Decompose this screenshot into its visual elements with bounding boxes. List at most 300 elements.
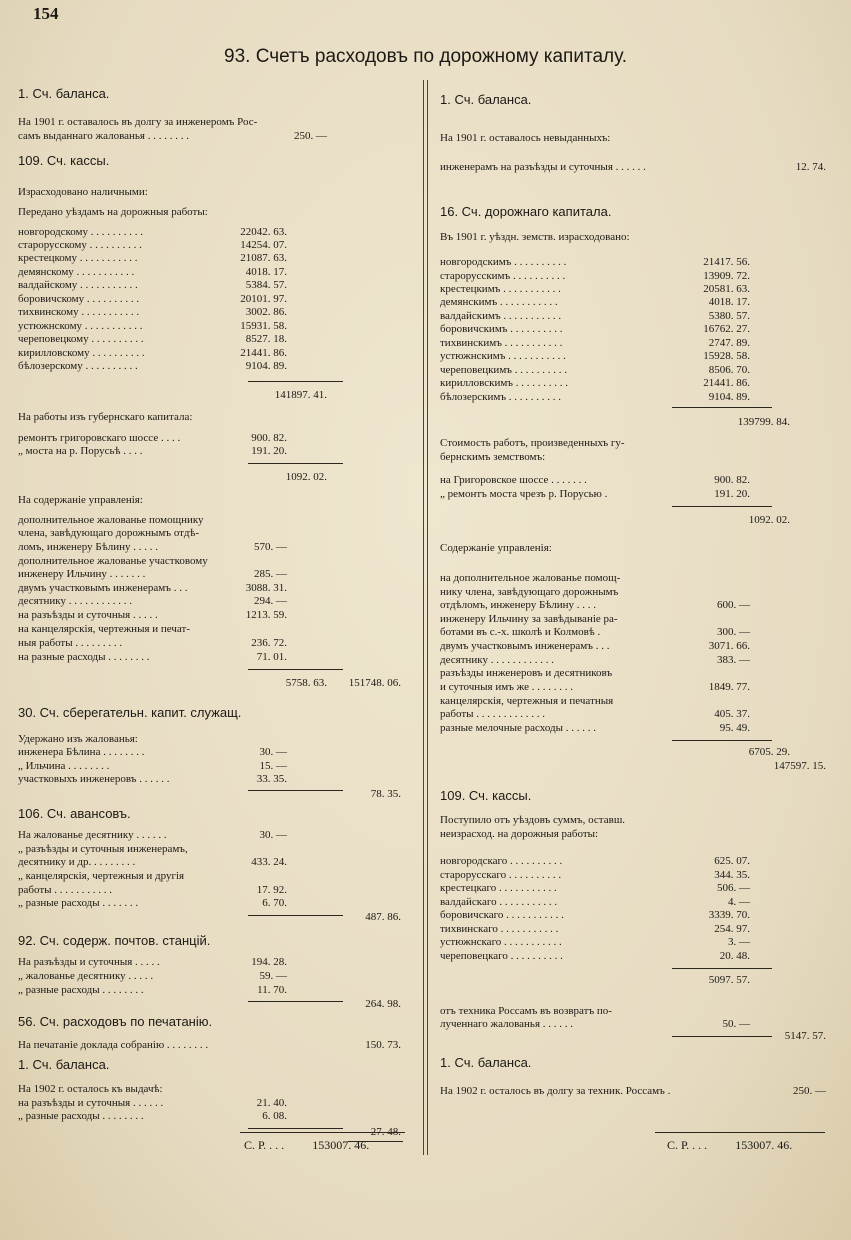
ledger-line	[18, 471, 405, 484]
amount-a1: 236. 72.	[251, 637, 287, 649]
ledger-line	[440, 760, 830, 773]
amount-a1: 433. 24.	[251, 856, 287, 868]
amount-a1: 3339. 70.	[708, 909, 750, 921]
ledger-line	[440, 572, 830, 585]
amount-a1: 625. 07.	[714, 855, 750, 867]
footer-right-amount: 153007. 46.	[735, 1138, 793, 1152]
line-text: На жалованье десятнику . . . . . .	[18, 829, 167, 841]
line-text: валдайскому . . . . . . . . . . .	[18, 279, 138, 291]
sum-rule	[248, 669, 343, 670]
line-text: инженеру Ильчину за завѣдываніе ра-	[440, 613, 618, 625]
ledger-line	[18, 252, 405, 265]
section-heading: 56. Сч. расходовъ по печатанію.	[18, 1014, 213, 1029]
amount-a1: 15. —	[259, 760, 287, 772]
footer-right-rule	[655, 1132, 825, 1133]
amount-a1: 33. 35.	[256, 773, 287, 785]
ledger-line	[18, 829, 405, 842]
ledger-line	[18, 746, 405, 759]
page-number: 154	[33, 4, 59, 23]
line-text: устюжнскимъ . . . . . . . . . . .	[440, 350, 566, 362]
amount-a2: 6705. 29.	[748, 746, 790, 758]
line-text: Поступило отъ уѣздовъ суммъ, оставш.	[440, 814, 626, 826]
amount-a1: 21. 40.	[256, 1097, 287, 1109]
line-text: На содержаніе управленія:	[18, 494, 143, 506]
line-text: кирилловскимъ . . . . . . . . . .	[440, 377, 568, 389]
line-text: двумъ участковымъ инженерамъ . . .	[18, 582, 188, 594]
line-text: на разные расходы . . . . . . . .	[18, 651, 150, 663]
line-text: валдайскаго . . . . . . . . . . .	[440, 896, 558, 908]
amount-a1: 570. —	[254, 541, 287, 553]
ledger-line	[440, 626, 830, 639]
ledger-line	[440, 586, 830, 599]
ledger-line	[440, 667, 830, 680]
ledger-line	[440, 814, 830, 827]
line-text: Въ 1901 г. уѣздн. земств. израсходовано:	[440, 231, 630, 243]
section-heading: 1. Сч. баланса.	[440, 92, 532, 107]
ledger-line	[440, 488, 830, 501]
amount-a3: 12. 74.	[795, 161, 826, 173]
line-text: На печатаніе доклада собранію . . . . . . . .	[18, 1039, 209, 1051]
ledger-line	[18, 856, 405, 869]
ledger-line	[18, 293, 405, 306]
ledger-line	[440, 256, 830, 269]
ledger-line	[18, 445, 405, 458]
ledger-line	[18, 1039, 405, 1052]
line-text: На 1902 г. осталось въ долгу за техник. Россамъ .	[440, 1085, 671, 1097]
ledger-line	[18, 116, 405, 129]
ledger-line	[440, 310, 830, 323]
ledger-line	[18, 411, 405, 424]
amount-a1: 405. 37.	[714, 708, 750, 720]
ledger-line	[18, 527, 405, 540]
section-heading: 109. Сч. кассы.	[440, 788, 532, 803]
line-text: демянскому . . . . . . . . . . .	[18, 266, 135, 278]
ledger-line	[440, 542, 830, 555]
ledger-line	[18, 1097, 405, 1110]
line-text: валдайскимъ . . . . . . . . . . .	[440, 310, 562, 322]
ledger-line	[18, 773, 405, 786]
line-text: самъ выданнаго жалованья . . . . . . . .	[18, 130, 189, 142]
ledger-line	[440, 1085, 830, 1098]
ledger-line	[440, 909, 830, 922]
line-text: канцелярскія, чертежныя и печатныя	[440, 695, 614, 707]
line-text: боровичскимъ . . . . . . . . . .	[440, 323, 563, 335]
ledger-line	[440, 722, 830, 735]
amount-a1: 15928. 58.	[703, 350, 750, 362]
line-text: работы . . . . . . . . . . .	[18, 884, 113, 896]
line-text: и суточныя имъ же . . . . . . . .	[440, 681, 573, 693]
footer-left-label: С. Р. . . .	[244, 1138, 285, 1152]
sum-rule	[672, 506, 772, 507]
ledger-line	[18, 733, 405, 746]
line-text: череповецкимъ . . . . . . . . . .	[440, 364, 567, 376]
amount-a1: 1213. 59.	[245, 609, 287, 621]
ledger-line	[440, 896, 830, 909]
amount-a3: 147597. 15.	[773, 760, 826, 772]
line-text: дополнительное жалованье участковому	[18, 555, 208, 567]
ledger-line	[440, 323, 830, 336]
line-text: „ моста на р. Порусьѣ . . . .	[18, 445, 143, 457]
line-text: ломъ, инженеру Бѣлину . . . . .	[18, 541, 158, 553]
line-text: десятнику . . . . . . . . . . . .	[440, 654, 554, 666]
amount-a1: 21441. 86.	[240, 347, 287, 359]
line-text: члена, завѣдующаго дорожнымъ отдѣ-	[18, 527, 200, 539]
line-text: на дополнительное жалованье помощ-	[440, 572, 621, 584]
amount-a3: 27. 48.	[370, 1126, 401, 1138]
section-heading: 16. Сч. дорожнаго капитала.	[440, 204, 612, 219]
ledger-line	[18, 432, 405, 445]
line-text: неизрасход. на дорожныя работы:	[440, 828, 599, 840]
amount-a1: 1849. 77.	[708, 681, 750, 693]
amount-a2: 250. —	[294, 130, 327, 142]
line-text: новгородскимъ . . . . . . . . . .	[440, 256, 567, 268]
footer-right-label: С. Р. . . .	[667, 1138, 708, 1152]
sum-rule	[248, 463, 343, 464]
ledger-line	[18, 609, 405, 622]
amount-a1: 9104. 89.	[245, 360, 287, 372]
ledger-line	[18, 788, 405, 801]
column-divider	[423, 80, 428, 1155]
amount-a1: 9104. 89.	[708, 391, 750, 403]
ledger-line	[18, 239, 405, 252]
amount-a1: 900. 82.	[714, 474, 750, 486]
amount-a1: 3002. 86.	[245, 306, 287, 318]
line-text: отдѣломъ, инженеру Бѣлину . . . .	[440, 599, 597, 611]
ledger-line	[18, 651, 405, 664]
amount-a1: 21441. 86.	[703, 377, 750, 389]
page-title: 93. Счетъ расходовъ по дорожному капиталу.	[224, 46, 627, 67]
amount-a1: 3088. 31.	[245, 582, 287, 594]
amount-a3: 150. 73.	[365, 1039, 401, 1051]
line-text: нику члена, завѣдующаго дорожнымъ	[440, 586, 619, 598]
ledger-line	[18, 130, 405, 143]
line-text: „ разные расходы . . . . . . . .	[18, 984, 144, 996]
line-text: на канцелярскія, чертежныя и печат-	[18, 623, 191, 635]
amount-a1: 20581. 63.	[703, 283, 750, 295]
line-text: „ разные расходы . . . . . . . .	[18, 1110, 144, 1122]
section-heading: 92. Сч. содерж. почтов. станцій.	[18, 933, 211, 948]
section-heading: 30. Сч. сберегательн. капит. служащ.	[18, 705, 242, 720]
ledger-line	[18, 998, 405, 1011]
line-text: „ жалованье десятнику . . . . .	[18, 970, 154, 982]
ledger-line	[18, 1110, 405, 1123]
amount-a1: 13909. 72.	[703, 270, 750, 282]
ledger-line	[440, 377, 830, 390]
line-text: Содержаніе управленія:	[440, 542, 552, 554]
ledger-line	[18, 637, 405, 650]
amount-a1: 59. —	[259, 970, 287, 982]
ledger-line	[18, 333, 405, 346]
line-text: боровичскаго . . . . . . . . . . .	[440, 909, 564, 921]
line-text: участковыхъ инженеровъ . . . . . .	[18, 773, 170, 785]
amount-a1: 383. —	[717, 654, 750, 666]
ledger-line	[440, 708, 830, 721]
line-text: работы . . . . . . . . . . . . .	[440, 708, 546, 720]
line-text: ныя работы . . . . . . . . .	[18, 637, 123, 649]
ledger-line	[18, 623, 405, 636]
amount-a1: 5380. 57.	[708, 310, 750, 322]
ledger-line	[440, 132, 830, 145]
line-text: ремонтъ григоровскаго шоссе . . . .	[18, 432, 181, 444]
amount-a1: 506. —	[717, 882, 750, 894]
ledger-line	[18, 1083, 405, 1096]
ledger-line	[18, 226, 405, 239]
ledger-line	[18, 595, 405, 608]
line-text: инженера Бѣлина . . . . . . . .	[18, 746, 145, 758]
sum-rule	[672, 407, 772, 408]
line-text: На 1901 г. оставалось невыданныхъ:	[440, 132, 611, 144]
amount-a1: 600. —	[717, 599, 750, 611]
ledger-line	[440, 613, 830, 626]
line-text: устюжнскому . . . . . . . . . . .	[18, 320, 143, 332]
ledger-line	[440, 350, 830, 363]
section-heading: 1. Сч. баланса.	[18, 86, 110, 101]
sum-rule	[248, 381, 343, 382]
amount-a2: 139799. 84.	[737, 416, 790, 428]
amount-a1: 3071. 66.	[708, 640, 750, 652]
ledger-line	[440, 337, 830, 350]
line-text: крестецкаго . . . . . . . . . . .	[440, 882, 557, 894]
amount-a1: 50. —	[722, 1018, 750, 1030]
line-text: кирилловскому . . . . . . . . . .	[18, 347, 145, 359]
ledger-line	[440, 451, 830, 464]
ledger-line	[440, 654, 830, 667]
amount-a1: 5384. 57.	[245, 279, 287, 291]
line-text: Удержано изъ жалованья:	[18, 733, 138, 745]
section-heading: 106. Сч. авансовъ.	[18, 806, 131, 821]
amount-a1: 294. —	[254, 595, 287, 607]
line-text: Передано уѣздамъ на дорожныя работы:	[18, 206, 208, 218]
amount-a1: 30. —	[259, 829, 287, 841]
ledger-line	[18, 320, 405, 333]
amount-a3: 487. 86.	[365, 911, 401, 923]
ledger-line	[440, 974, 830, 987]
ledger-line	[440, 270, 830, 283]
ledger-line	[440, 681, 830, 694]
line-text: „ разные расходы . . . . . . .	[18, 897, 139, 909]
amount-a3: 151748. 06.	[348, 677, 401, 689]
ledger-line	[18, 760, 405, 773]
amount-a1: 95. 49.	[719, 722, 750, 734]
ledger-line	[18, 360, 405, 373]
amount-a1: 4018. 17.	[708, 296, 750, 308]
line-text: десятнику и др. . . . . . . . .	[18, 856, 136, 868]
amount-a3: 5147. 57.	[784, 1030, 826, 1042]
ledger-line	[18, 568, 405, 581]
line-text: череповецкаго . . . . . . . . . .	[440, 950, 563, 962]
ledger-line	[440, 296, 830, 309]
ledger-line	[18, 347, 405, 360]
line-text: инженерамъ на разъѣзды и суточныя . . . . . .	[440, 161, 646, 173]
ledger-line	[18, 984, 405, 997]
line-text: бѣлозерскому . . . . . . . . . .	[18, 360, 138, 372]
line-text: новгородскаго . . . . . . . . . .	[440, 855, 563, 867]
ledger-line	[440, 746, 830, 759]
amount-a1: 5097. 57.	[708, 974, 750, 986]
ledger-line	[18, 266, 405, 279]
line-text: инженеру Ильчину . . . . . . .	[18, 568, 146, 580]
line-text: новгородскому . . . . . . . . . .	[18, 226, 144, 238]
amount-a1: 8527. 18.	[245, 333, 287, 345]
line-text: дополнительное жалованье помощнику	[18, 514, 204, 526]
sum-rule	[672, 968, 772, 969]
ledger-line	[440, 437, 830, 450]
ledger-line	[440, 364, 830, 377]
amount-a2: 5758. 63.	[285, 677, 327, 689]
ledger-line	[440, 855, 830, 868]
amount-a1: 30. —	[259, 746, 287, 758]
section-heading: 109. Сч. кассы.	[18, 153, 110, 168]
line-text: разъѣзды инженеровъ и десятниковъ	[440, 667, 613, 679]
line-text: старорусскому . . . . . . . . . .	[18, 239, 142, 251]
ledger-line	[440, 640, 830, 653]
line-text: боровичскому . . . . . . . . . .	[18, 293, 140, 305]
line-text: „ Ильчина . . . . . . . .	[18, 760, 110, 772]
amount-a1: 6. 70.	[262, 897, 287, 909]
ledger-line	[440, 695, 830, 708]
amount-a1: 285. —	[254, 568, 287, 580]
ledger-line	[440, 474, 830, 487]
ledger-line	[440, 1005, 830, 1018]
line-text: „ разъѣзды и суточныя инженерамъ,	[18, 843, 188, 855]
section-heading: 1. Сч. баланса.	[18, 1057, 110, 1072]
line-text: крестецкому . . . . . . . . . . .	[18, 252, 138, 264]
amount-a1: 6. 08.	[262, 1110, 287, 1122]
line-text: На 1901 г. оставалось въ долгу за инженеромъ Рос-	[18, 116, 258, 128]
amount-a1: 17. 92.	[256, 884, 287, 896]
line-text: „ ремонтъ моста чрезъ р. Порусью .	[440, 488, 608, 500]
line-text: старорусскаго . . . . . . . . . .	[440, 869, 562, 881]
amount-a1: 300. —	[717, 626, 750, 638]
amount-a1: 191. 20.	[251, 445, 287, 457]
ledger-line	[18, 843, 405, 856]
amount-a1: 20. 48.	[719, 950, 750, 962]
footer-left	[244, 1138, 369, 1153]
amount-a1: 4018. 17.	[245, 266, 287, 278]
amount-a2: 141897. 41.	[274, 389, 327, 401]
ledger-line	[18, 582, 405, 595]
ledger-line	[18, 186, 405, 199]
amount-a1: 900. 82.	[251, 432, 287, 444]
line-text: двумъ участковымъ инженерамъ . . .	[440, 640, 610, 652]
footer-left-rule	[240, 1132, 405, 1133]
ledger-line	[18, 870, 405, 883]
line-text: тихвинскимъ . . . . . . . . . . .	[440, 337, 563, 349]
line-text: ботами въ с.-х. школѣ и Колмовѣ .	[440, 626, 601, 638]
ledger-line	[18, 956, 405, 969]
line-text: тихвинскаго . . . . . . . . . . .	[440, 923, 559, 935]
amount-a1: 191. 20.	[714, 488, 750, 500]
amount-a1: 8506. 70.	[708, 364, 750, 376]
amount-a2: 1092. 02.	[748, 514, 790, 526]
line-text: Стоимость работъ, произведенныхъ гу-	[440, 437, 625, 449]
line-text: череповецкому . . . . . . . . . .	[18, 333, 144, 345]
ledger-line	[440, 923, 830, 936]
line-text: на разъѣзды и суточныя . . . . .	[18, 609, 158, 621]
footer-left-amount: 153007. 46.	[312, 1138, 370, 1152]
line-text: разные мелочные расходы . . . . . .	[440, 722, 596, 734]
ledger-line	[18, 555, 405, 568]
ledger-line	[440, 599, 830, 612]
line-text: бѣлозерскимъ . . . . . . . . . .	[440, 391, 562, 403]
amount-a3: 264. 98.	[365, 998, 401, 1010]
amount-a1: 71. 01.	[256, 651, 287, 663]
ledger-line	[18, 306, 405, 319]
amount-a3: 250. —	[793, 1085, 826, 1097]
line-text: устюжнскаго . . . . . . . . . . .	[440, 936, 562, 948]
ledger-line	[440, 882, 830, 895]
ledger-line	[18, 279, 405, 292]
line-text: На работы изъ губернскаго капитала:	[18, 411, 193, 423]
line-text: крестецкимъ . . . . . . . . . . .	[440, 283, 561, 295]
ledger-line	[18, 970, 405, 983]
line-text: старорусскимъ . . . . . . . . . .	[440, 270, 566, 282]
ledger-line	[440, 231, 830, 244]
sum-rule	[672, 740, 772, 741]
line-text: отъ техника Россамъ въ возвратъ по-	[440, 1005, 612, 1017]
ledger-line	[440, 391, 830, 404]
ledger-line	[18, 911, 405, 924]
ledger-line	[18, 206, 405, 219]
ledger-line	[440, 514, 830, 527]
ledger-line	[18, 884, 405, 897]
amount-a1: 4. —	[728, 896, 750, 908]
ledger-line	[440, 869, 830, 882]
footer-right	[667, 1138, 792, 1153]
line-text: десятнику . . . . . . . . . . . .	[18, 595, 132, 607]
amount-a1: 21417. 56.	[703, 256, 750, 268]
ledger-line	[440, 950, 830, 963]
line-text: на Григоровское шоссе . . . . . . .	[440, 474, 587, 486]
line-text: На разъѣзды и суточныя . . . . .	[18, 956, 160, 968]
line-text: демянскимъ . . . . . . . . . . .	[440, 296, 558, 308]
line-text: тихвинскому . . . . . . . . . . .	[18, 306, 140, 318]
line-text: на разъѣзды и суточныя . . . . . .	[18, 1097, 164, 1109]
line-text: лученнаго жалованья . . . . . .	[440, 1018, 574, 1030]
ledger-line	[440, 283, 830, 296]
ledger-line	[18, 514, 405, 527]
amount-a1: 11. 70.	[257, 984, 287, 996]
amount-a1: 21087. 63.	[240, 252, 287, 264]
ledger-line	[440, 936, 830, 949]
amount-a1: 344. 35.	[714, 869, 750, 881]
section-heading: 1. Сч. баланса.	[440, 1055, 532, 1070]
ledger-line	[18, 389, 405, 402]
line-text: На 1902 г. осталось къ выдачѣ:	[18, 1083, 163, 1095]
amount-a1: 254. 97.	[714, 923, 750, 935]
amount-a1: 22042. 63.	[240, 226, 287, 238]
ledger-line	[18, 541, 405, 554]
amount-a1: 14254. 07.	[240, 239, 287, 251]
ledger-line	[18, 897, 405, 910]
line-text: Израсходовано наличными:	[18, 186, 148, 198]
amount-a1: 194. 28.	[251, 956, 287, 968]
amount-a2: 1092. 02.	[285, 471, 327, 483]
ledger-line	[18, 677, 405, 690]
amount-a1: 15931. 58.	[240, 320, 287, 332]
line-text: бернскимъ земствомъ:	[440, 451, 546, 463]
ledger-line	[18, 494, 405, 507]
amount-a1: 2747. 89.	[708, 337, 750, 349]
amount-a1: 20101. 97.	[240, 293, 287, 305]
ledger-line	[440, 1030, 830, 1043]
amount-a3: 78. 35.	[370, 788, 401, 800]
line-text: „ канцелярскія, чертежныя и другія	[18, 870, 185, 882]
ledger-line	[440, 416, 830, 429]
amount-a1: 3. —	[728, 936, 750, 948]
ledger-line	[440, 828, 830, 841]
ledger-line	[440, 161, 830, 174]
